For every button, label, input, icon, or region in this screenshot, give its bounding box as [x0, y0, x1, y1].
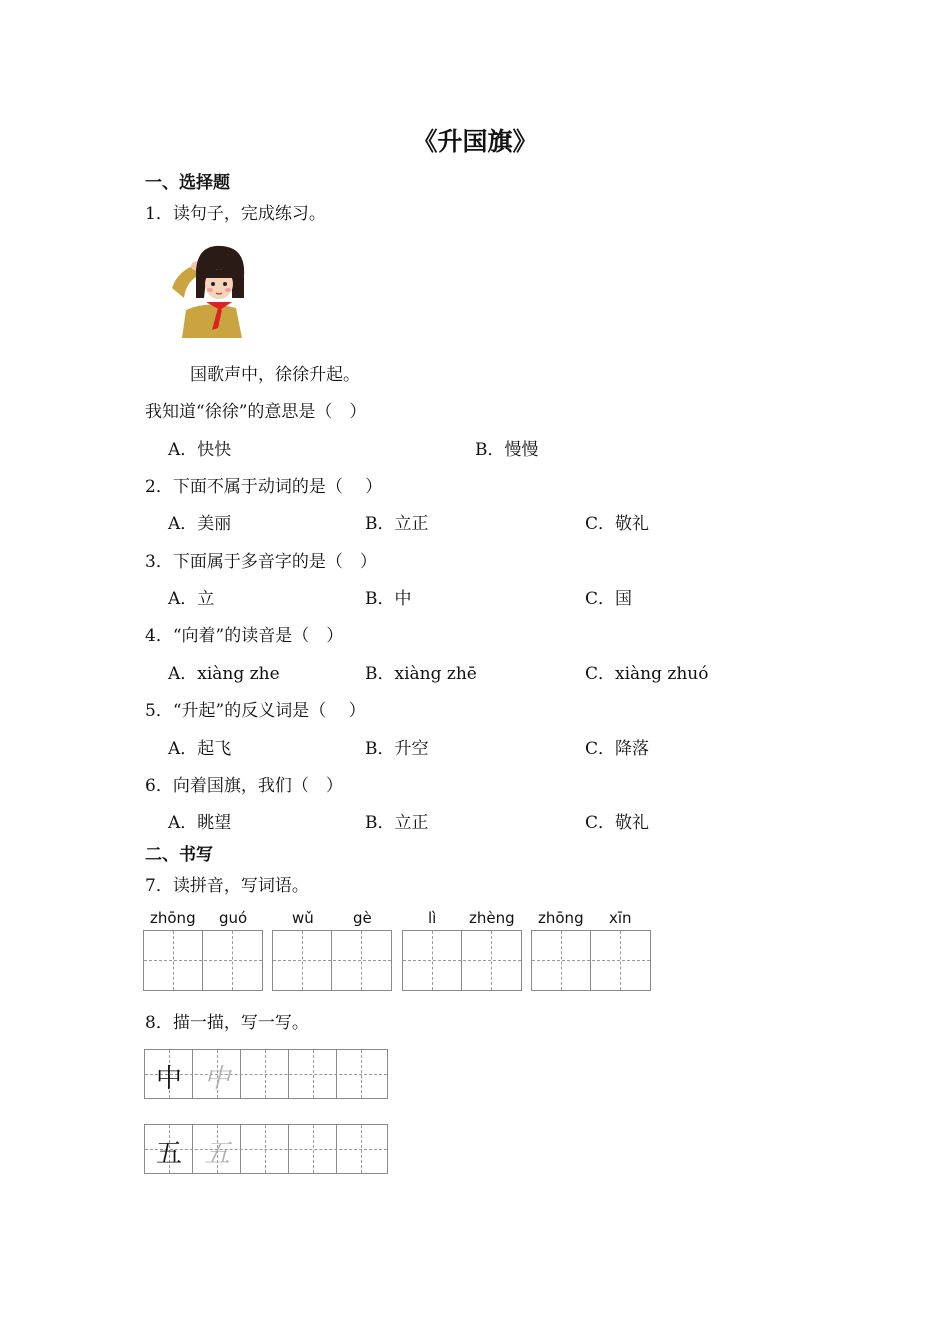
pinyin-label: zhōng [538, 909, 584, 927]
q6-option-c[interactable]: C．敬礼 [585, 813, 650, 833]
model-character: 中 [155, 1064, 182, 1094]
q5-option-a[interactable]: A．起飞 [168, 739, 232, 759]
q3-option-a[interactable]: A．立 [168, 589, 215, 609]
writing-grid[interactable] [402, 930, 522, 991]
pinyin-label: zhèng [469, 909, 515, 927]
q2-option-c[interactable]: C．敬礼 [585, 514, 650, 534]
pinyin-label: guó [219, 909, 248, 927]
q4-option-c[interactable]: C．xiàng zhuó [585, 664, 709, 684]
question-7-prompt: 7．读拼音，写词语。 [145, 876, 309, 896]
pinyin-label: lì [428, 909, 437, 927]
question-6-prompt: 6．向着国旗，我们（ ） [145, 776, 343, 796]
question-4-prompt: 4．“向着”的读音是（ ） [145, 626, 344, 646]
tracing-row[interactable] [144, 1049, 388, 1099]
girl-saluting-illustration [168, 240, 248, 340]
q3-option-b[interactable]: B．中 [365, 589, 412, 609]
pinyin-label: xīn [609, 909, 632, 927]
q3-option-c[interactable]: C．国 [585, 589, 633, 609]
q2-option-a[interactable]: A．美丽 [168, 514, 232, 534]
question-2-prompt: 2．下面不属于动词的是（ ） [145, 477, 383, 497]
q2-option-b[interactable]: B．立正 [365, 514, 429, 534]
q6-option-a[interactable]: A．眺望 [168, 813, 232, 833]
writing-grid[interactable] [143, 930, 263, 991]
q1-option-a[interactable]: A．快快 [168, 440, 232, 460]
section-heading-writing: 二、书写 [145, 845, 213, 865]
q4-option-a[interactable]: A．xiàng zhe [168, 664, 280, 684]
trace-character: 五 [203, 1139, 230, 1169]
pinyin-label: wǔ [292, 909, 314, 927]
page-title: 《升国旗》 [412, 127, 538, 156]
q5-option-b[interactable]: B．升空 [365, 739, 429, 759]
pinyin-label: gè [353, 909, 372, 927]
question-8-prompt: 8．描一描，写一写。 [145, 1013, 309, 1033]
q6-option-b[interactable]: B．立正 [365, 813, 429, 833]
q1-option-b[interactable]: B．慢慢 [475, 440, 539, 460]
writing-grid[interactable] [272, 930, 392, 991]
question-5-prompt: 5．“升起”的反义词是（ ） [145, 701, 366, 721]
question-1-prompt: 1．读句子，完成练习。 [145, 204, 326, 224]
question-1-question: 我知道“徐徐”的意思是（ ） [145, 402, 367, 422]
model-character: 五 [155, 1139, 182, 1169]
section-heading-choice: 一、选择题 [145, 173, 230, 193]
tracing-row[interactable] [144, 1124, 388, 1174]
writing-grid[interactable] [531, 930, 651, 991]
question-3-prompt: 3．下面属于多音字的是（ ） [145, 552, 377, 572]
q4-option-b[interactable]: B．xiàng zhē [365, 664, 477, 684]
trace-character: 中 [203, 1064, 230, 1094]
question-1-sentence: 国歌声中，徐徐升起。 [190, 365, 360, 385]
pinyin-label: zhōng [150, 909, 196, 927]
q5-option-c[interactable]: C．降落 [585, 739, 650, 759]
